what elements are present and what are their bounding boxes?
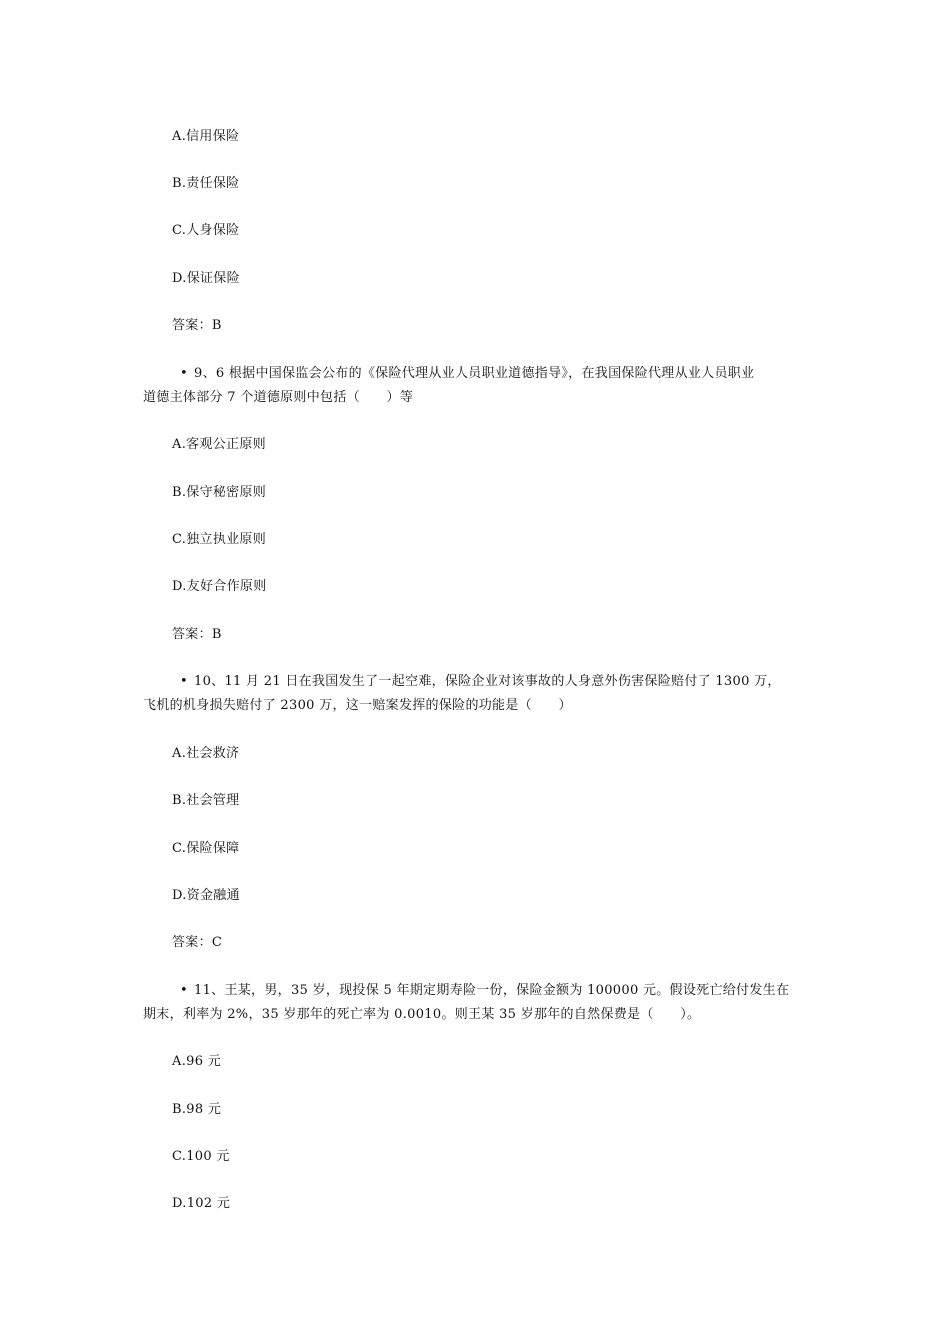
option-b: B.社会管理 (172, 793, 240, 808)
option-c: C.保险保障 (172, 841, 240, 856)
option-d: D.资金融通 (172, 888, 240, 903)
question-11-text: 11、王某，男，35 岁，现投保 5 年期定期寿险一份，保险金额为 100000 元。假设死亡给付发生在 (194, 983, 790, 998)
option-d: D.保证保险 (172, 271, 240, 286)
option-c: C.人身保险 (172, 223, 240, 238)
bullet-icon: • (180, 366, 188, 381)
option-a: A.信用保险 (172, 129, 240, 144)
option-d: D.友好合作原则 (172, 579, 267, 594)
option-b: B.责任保险 (172, 176, 240, 191)
bullet-icon: • (180, 983, 188, 998)
question-11-line-1 (180, 982, 789, 1000)
answer: 答案：C (172, 935, 223, 950)
question-10-line-1 (180, 673, 781, 691)
question-9-line-2: 道德主体部分 7 个道德原则中包括（ ）等 (143, 390, 414, 405)
question-11-line-2: 期末，利率为 2%，35 岁那年的死亡率为 0.0010。则王某 35 岁那年的自然保费是（ ）。 (143, 1007, 701, 1022)
option-c: C.100 元 (172, 1149, 230, 1164)
option-a: A.96 元 (172, 1054, 221, 1069)
answer: 答案：B (172, 318, 222, 333)
question-9-text: 9、6 根据中国保监会公布的《保险代理从业人员职业道德指导》，在我国保险代理从业人员职业 (194, 366, 755, 381)
question-10-text: 10、11 月 21 日在我国发生了一起空难，保险企业对该事故的人身意外伤害保险赔付了 1300 万， (194, 674, 781, 689)
answer: 答案：B (172, 627, 222, 642)
option-b: B.保守秘密原则 (172, 485, 267, 500)
option-d: D.102 元 (172, 1196, 231, 1211)
bullet-icon: • (180, 674, 188, 689)
question-10-line-2: 飞机的机身损失赔付了 2300 万，这一赔案发挥的保险的功能是（ ） (143, 698, 572, 713)
option-b: B.98 元 (172, 1102, 222, 1117)
option-a: A.社会救济 (172, 746, 240, 761)
question-9-line-1 (180, 365, 754, 383)
option-a: A.客观公正原则 (172, 437, 266, 452)
option-c: C.独立执业原则 (172, 532, 267, 547)
